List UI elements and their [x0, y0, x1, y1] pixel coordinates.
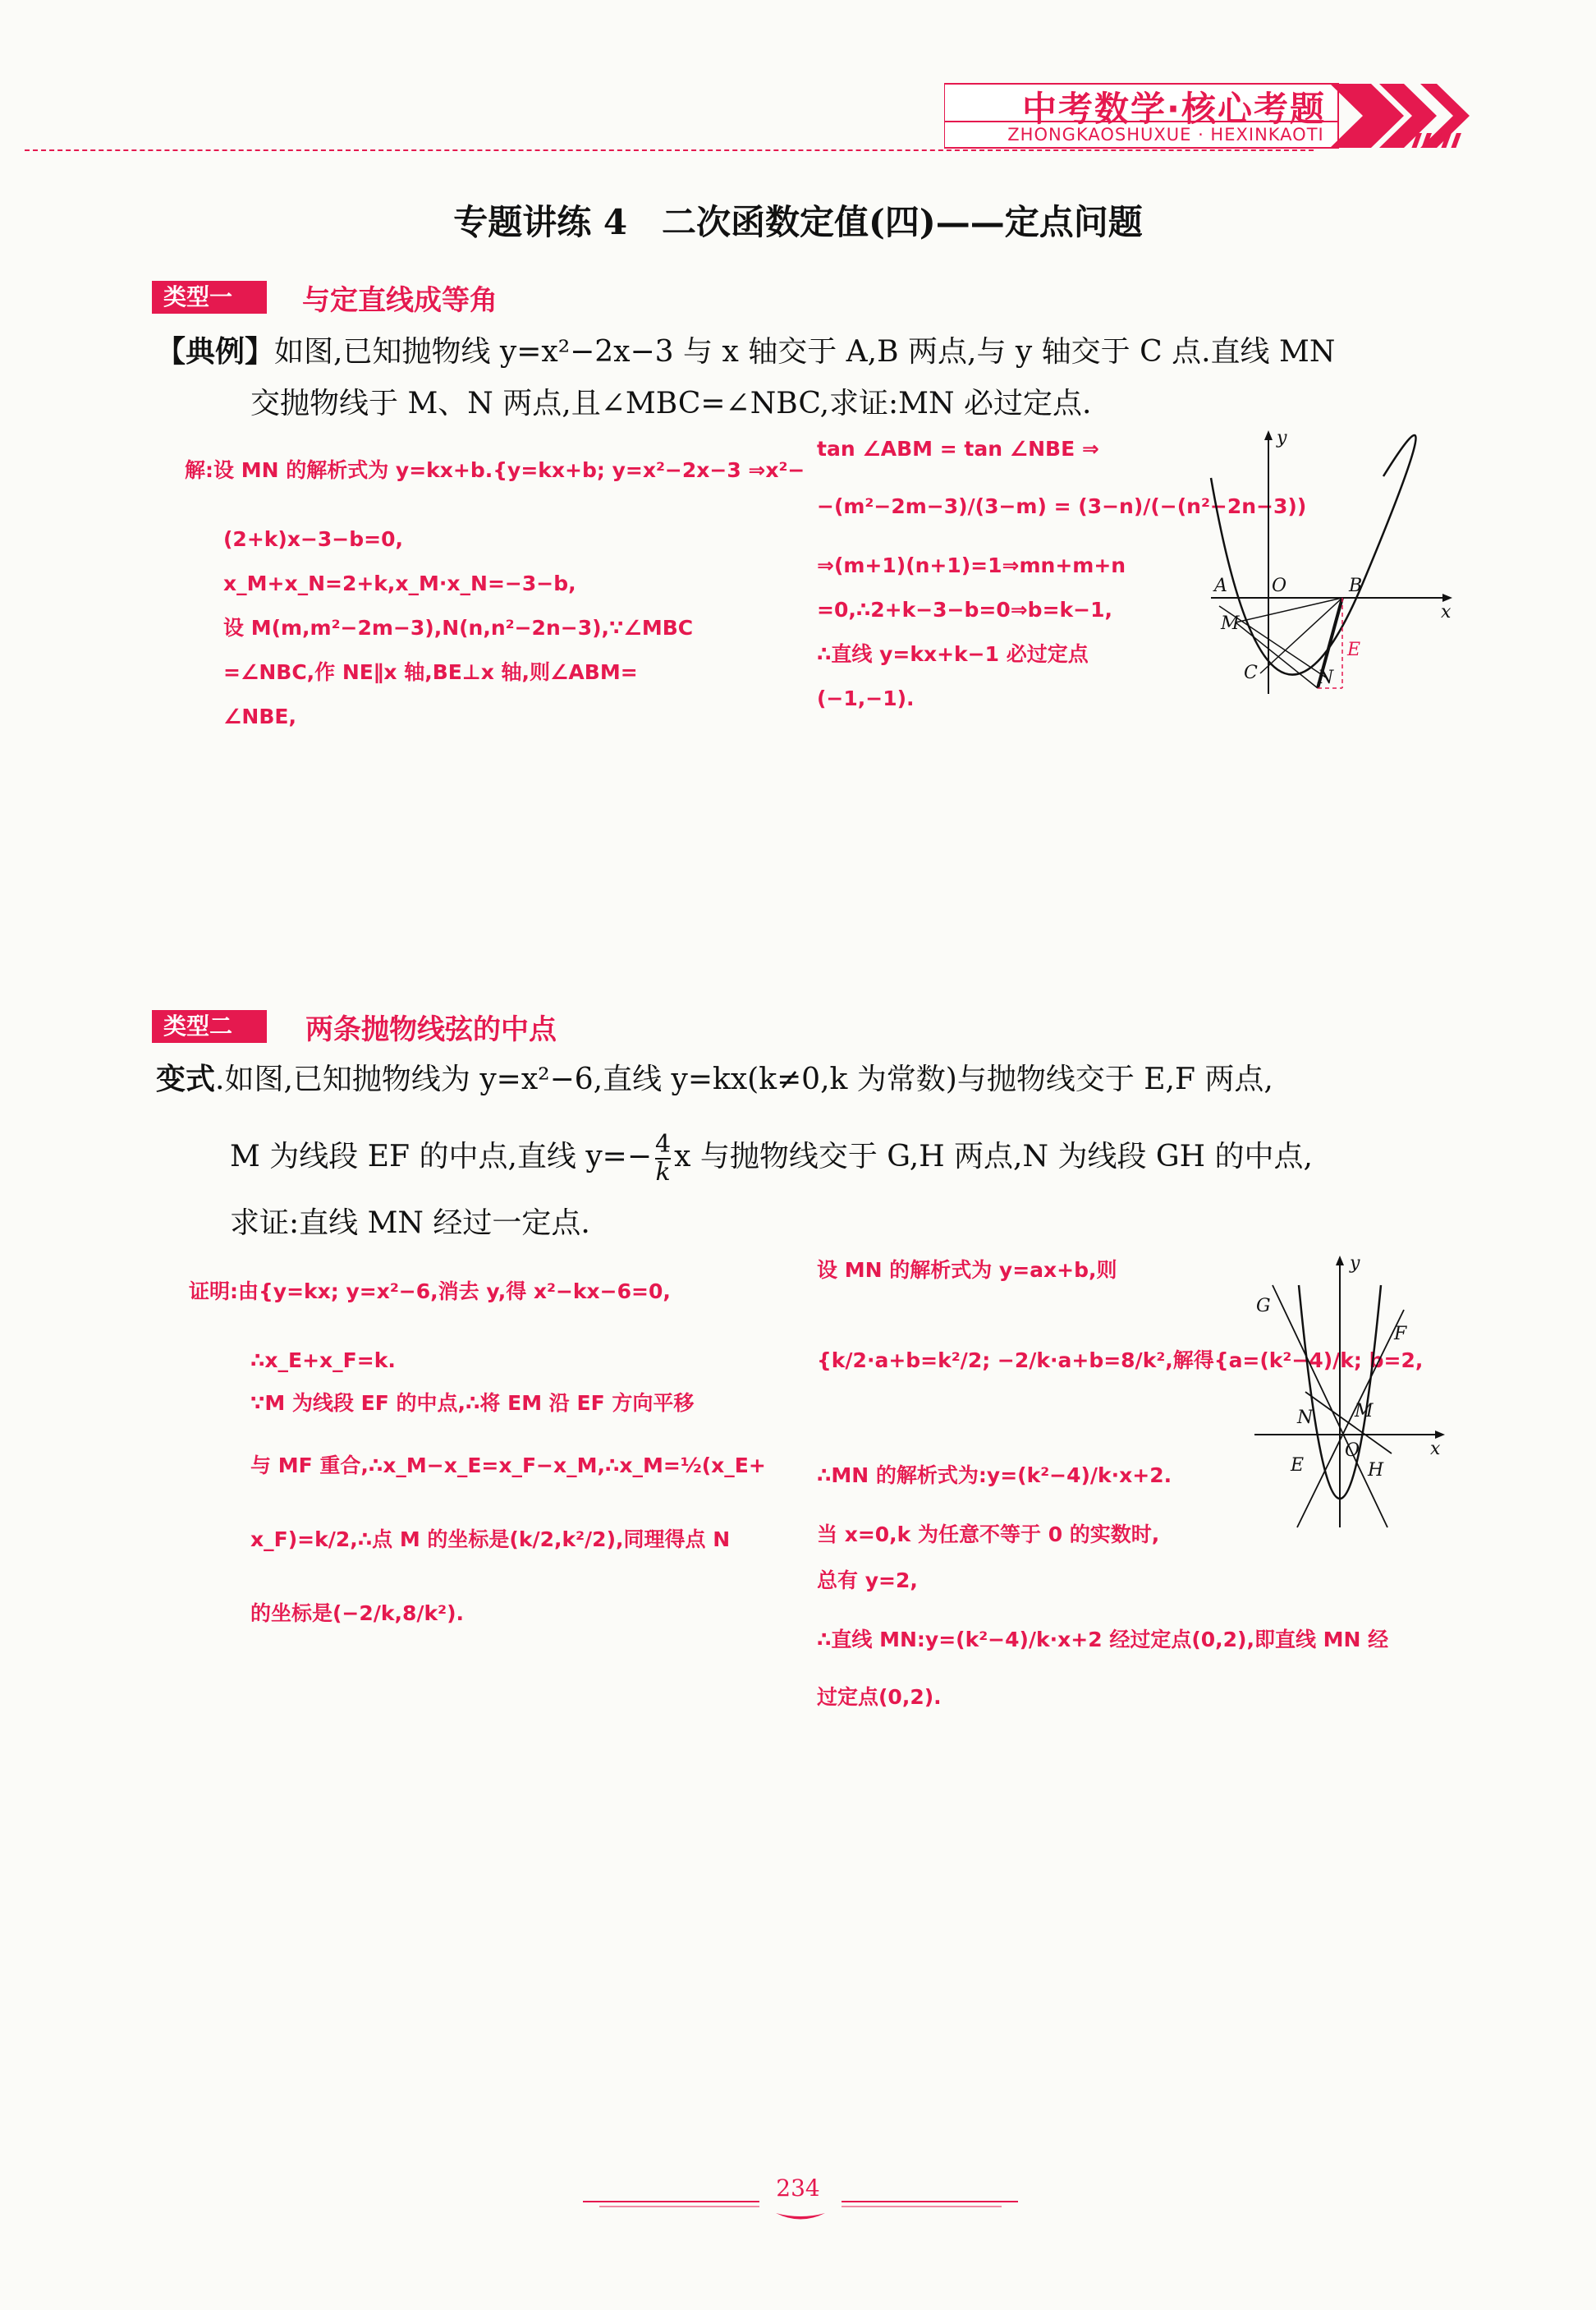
page-title: 专题讲练 4 二次函数定值(四)——定点问题: [453, 202, 1143, 242]
sol2-right-line7: 过定点(0,2).: [817, 1685, 942, 1709]
sol1-right-line6: (−1,−1).: [817, 687, 915, 710]
sol1-left-line1: 解:设 MN 的解析式为 y=kx+b.{y=kx+b; y=x²−2x−3 ⇒x²−: [185, 458, 805, 482]
fig2-label-E: E: [1291, 1455, 1305, 1476]
variant-label: 变式: [156, 1062, 216, 1096]
fig2-label-M: M: [1355, 1401, 1374, 1421]
parabola-curve: [1211, 435, 1416, 675]
sol1-right-line1: tan ∠ABM = tan ∠NBE ⇒: [817, 437, 1099, 461]
fig1-label-y: y: [1277, 428, 1287, 448]
section1-tag: 类型一: [152, 281, 267, 314]
section2-tag: 类型二: [152, 1010, 267, 1043]
figure-parabola-2: [1248, 1252, 1453, 1532]
page-number: 234: [776, 2175, 820, 2202]
section2-problem-line3: 求证:直线 MN 经过一定点.: [230, 1206, 590, 1240]
sol2-left-line3: ∵M 为线段 EF 的中点,∴将 EM 沿 EF 方向平移: [250, 1391, 695, 1415]
sol2-right-line3: ∴MN 的解析式为:y=(k²−4)/k·x+2.: [817, 1463, 1172, 1487]
fraction-numerator: 4: [655, 1130, 672, 1159]
fig2-label-G: G: [1256, 1296, 1271, 1316]
fig1-label-E: E: [1347, 640, 1361, 660]
sol2-left-line4: 与 MF 重合,∴x_M−x_E=x_F−x_M,∴x_M=½(x_E+: [250, 1454, 766, 1477]
problem-text: 如图,已知抛物线 y=x²−2x−3 与 x 轴交于 A,B 两点,与 y 轴交于 C 点.直线 MN: [274, 335, 1336, 369]
section2-problem-line2: [230, 1132, 1313, 1186]
fig1-label-O: O: [1272, 576, 1287, 596]
sol1-left-line4: 设 M(m,m²−2m−3),N(n,n²−2n−3),∵∠MBC: [223, 616, 694, 640]
fig2-label-H: H: [1368, 1460, 1384, 1481]
sol2-right-line6: ∴直线 MN:y=(k²−4)/k·x+2 经过定点(0,2),即直线 MN 经: [817, 1628, 1389, 1651]
line-EF: [1297, 1310, 1404, 1527]
header-divider: [25, 149, 1314, 151]
fig2-label-N: N: [1297, 1408, 1314, 1428]
fig2-label-y: y: [1350, 1253, 1360, 1274]
sol2-right-line5: 总有 y=2,: [817, 1568, 918, 1592]
figure-parabola-1: [1203, 427, 1457, 698]
fraction-4-over-k: [655, 1132, 671, 1186]
section2-problem-line1: [156, 1059, 1273, 1100]
section1-problem-line1: [156, 332, 1335, 372]
fraction-denominator: k: [655, 1158, 671, 1187]
fig2-label-x: x: [1430, 1439, 1441, 1459]
fig1-label-M: M: [1221, 613, 1240, 634]
fig1-label-N: N: [1318, 668, 1334, 688]
line-BM: [1236, 598, 1342, 622]
sol1-right-line4: =0,∴2+k−3−b=0⇒b=k−1,: [817, 598, 1112, 622]
fig1-label-B: B: [1349, 576, 1363, 596]
sol1-left-line3: x_M+x_N=2+k,x_M·x_N=−3−b,: [223, 572, 576, 595]
sol2-right-line1: 设 MN 的解析式为 y=ax+b,则: [817, 1258, 1117, 1282]
fig1-label-x: x: [1441, 602, 1452, 622]
problem-label: 【典例】: [156, 334, 275, 369]
brand-title: 中考数学·核心考题: [1022, 89, 1326, 129]
sol2-left-line6: 的坐标是(−2/k,8/k²).: [250, 1601, 465, 1625]
brand-pinyin: ZHONGKAOSHUXUE · HEXINKAOTI: [1007, 125, 1324, 145]
sol2-left-line1: 证明:由{y=kx; y=x²−6,消去 y,得 x²−kx−6=0,: [189, 1279, 671, 1303]
fig2-label-F: F: [1394, 1324, 1407, 1344]
sol2-left-line5: x_F)=k/2,∴点 M 的坐标是(k/2,k²/2),同理得点 N: [250, 1527, 731, 1551]
sol1-left-line5: =∠NBC,作 NE∥x 轴,BE⊥x 轴,则∠ABM=: [223, 660, 638, 684]
fig2-label-O: O: [1345, 1440, 1360, 1461]
line2-part-b: x 与抛物线交于 G,H 两点,N 为线段 GH 的中点,: [674, 1140, 1313, 1173]
sol2-right-line2: {k/2·a+b=k²/2; −2/k·a+b=8/k²,解得{a=(k²−4)/k; b=2,: [817, 1348, 1424, 1372]
sol1-right-line2: −(m²−2m−3)/(3−m) = (3−n)/(−(n²−2n−3)): [817, 494, 1307, 518]
sol1-left-line6: ∠NBE,: [223, 705, 296, 728]
section2-title: 两条抛物线弦的中点: [305, 1013, 557, 1046]
sol1-right-line5: ∴直线 y=kx+k−1 必过定点: [817, 642, 1089, 666]
line-BC: [1260, 598, 1342, 673]
variant-text: .如图,已知抛物线为 y=x²−6,直线 y=kx(k≠0,k 为常数)与抛物线交于 E,F 两点,: [215, 1063, 1273, 1096]
sol2-left-line2: ∴x_E+x_F=k.: [250, 1348, 396, 1372]
sol2-right-line4: 当 x=0,k 为任意不等于 0 的实数时,: [817, 1522, 1160, 1546]
sol1-right-line3: ⇒(m+1)(n+1)=1⇒mn+m+n: [817, 553, 1126, 577]
fig1-label-C: C: [1244, 663, 1258, 683]
sol1-left-line2: (2+k)x−3−b=0,: [223, 527, 403, 551]
line2-part-a: M 为线段 EF 的中点,直线 y=−: [230, 1140, 653, 1173]
section1-problem-line2: 交抛物线于 M、N 两点,且∠MBC=∠NBC,求证:MN 必过定点.: [250, 387, 1092, 420]
section1-title: 与定直线成等角: [302, 284, 498, 317]
fig1-label-A: A: [1214, 576, 1227, 596]
